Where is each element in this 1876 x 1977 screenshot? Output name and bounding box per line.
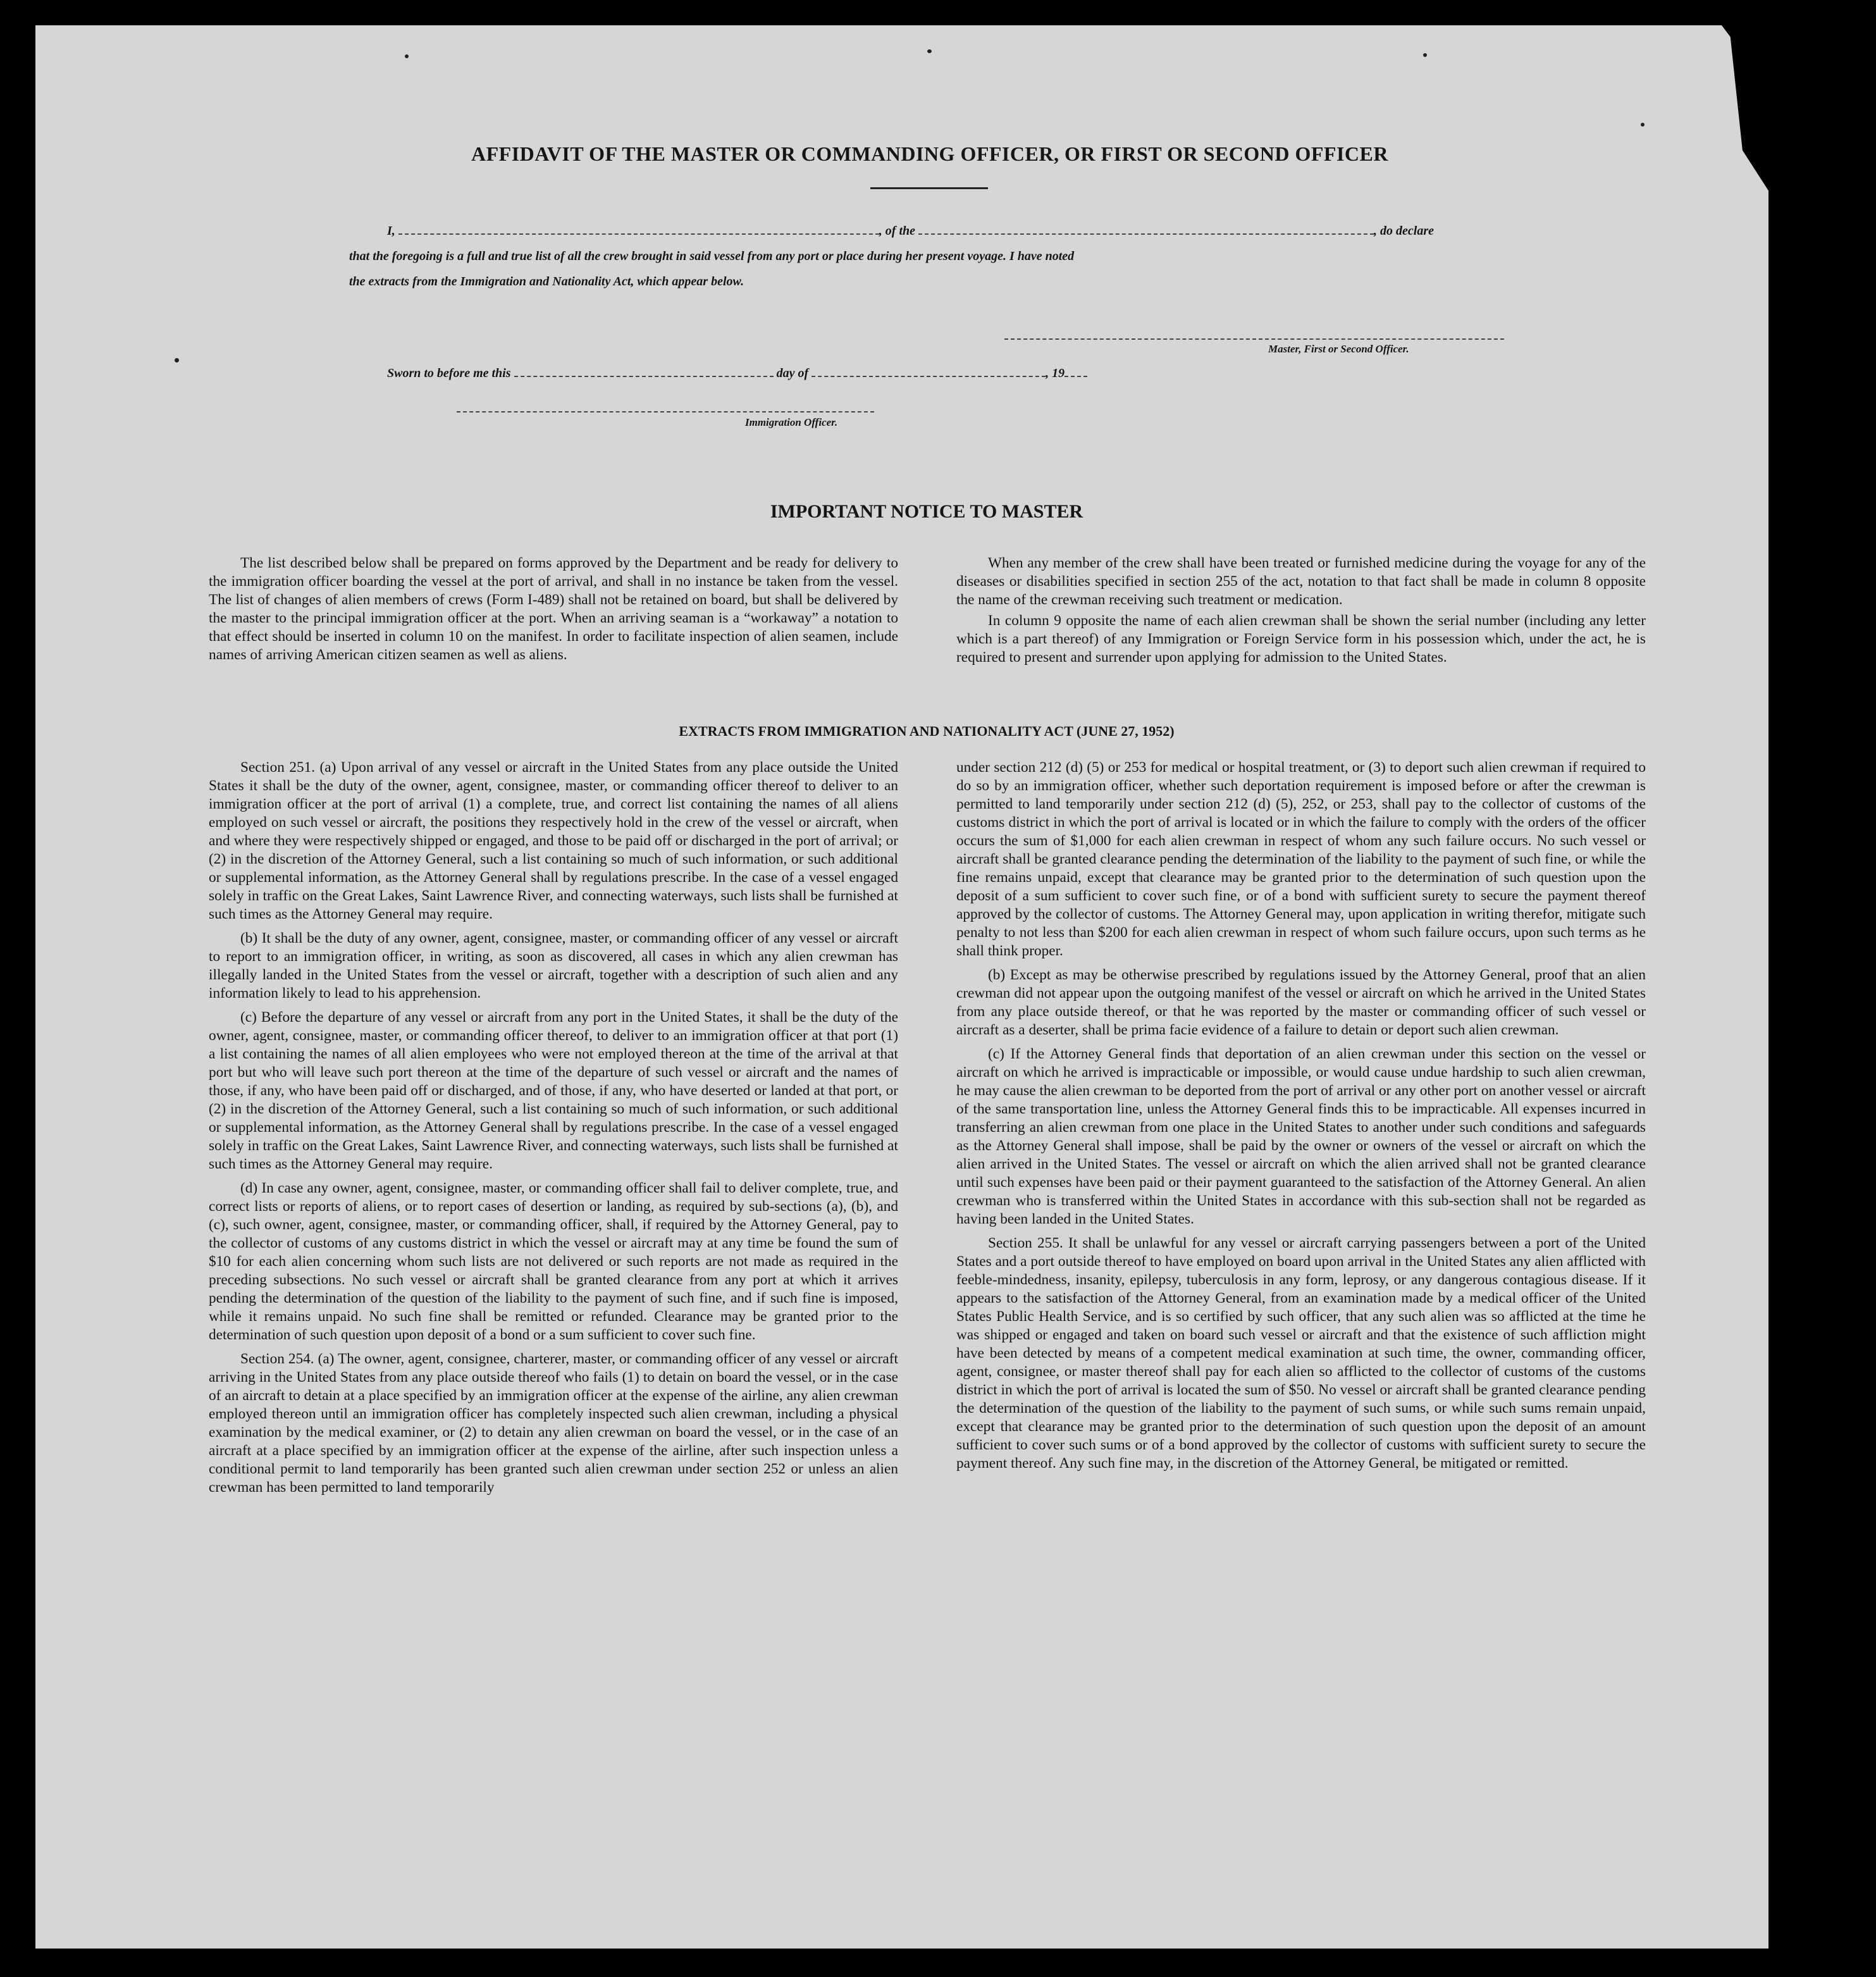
extracts-left-column: [209, 759, 898, 1503]
notice-left-column: [209, 554, 898, 670]
affidavit-declaration: [349, 218, 1507, 294]
scan-speck: [1423, 53, 1427, 57]
affidavit-title: AFFIDAVIT OF THE MASTER OR COMMANDING OFFICER, OR FIRST OR SECOND OFFICER: [471, 142, 1388, 165]
sworn-text: Sworn to before me this: [387, 366, 511, 380]
section-254-a-continued: under section 212 (d) (5) or 253 for medical or hospital treatment, or (3) to deport such alien crewman if required to do so by an immigration officer, whether such deportation requirement is imposed before or after the crewman is permitted to land temporarily under section 212 (d) (5), 252, or 253, shall pay to the collector of customs of the customs district in which the port of arrival is located or in which the failure to comply with the orders of the officer occurs the sum of $1,000 for each alien crewman in respect of whom any such failure occurs. No such vessel or aircraft shall be granted clearance pending the determination of the liability to the payment of such fine, or while the fine remains unpaid, except that clearance may be granted prior to the determination of such question upon the deposit of a sum sufficient to cover such fine, or of a bond with sufficient surety to secure the payment thereof approved by the collector of customs. The Attorney General may, upon application in writing therefor, mitigate such penalty to not less than $200 for each alien crewman in respect of whom such failure occurs, upon such terms as he shall think proper.: [956, 759, 1646, 959]
punch-hole: [1794, 598, 1824, 633]
section-251-a: Section 251. (a) Upon arrival of any vessel or aircraft in the United States from any place outside the United States it shall be the duty of the owner, agent, consignee, master, or commanding officer thereof to deliver to an immigration officer at the port of arrival (1) a complete, true, and correct list containing the names of all aliens employed on such vessel or aircraft, the positions they respectively hold in the crew of the vessel or aircraft, when and where they were respectively shipped or engaged, and those to be paid off or discharged in the port of arrival; or (2) in the discretion of the Attorney General, such a list containing so much of such information, or such additional or supplemental information, as the Attorney General shall by regulations prescribe. In the case of a vessel engaged solely in traffic on the Great Lakes, Saint Lawrence River, and connecting waterways, such lists shall be furnished at such times as the Attorney General may require.: [209, 759, 898, 922]
section-254-c: (c) If the Attorney General finds that deportation of an alien crewman under this section on the vessel or aircraft on which he arrived is impracticable or impossible, or would cause undue hardship to such alien crewman, he may cause the alien crewman to be deported from the port of arrival or any other port on another vessel or aircraft of the same transportation line, unless the Attorney General finds this to be impracticable. All expenses incurred in transferring an alien crewman from one place in the United States to another under such conditions and safeguards as the Attorney General shall impose, shall be paid by the owner or owners of the vessel or aircraft on which the alien arrived in the United States. The vessel or aircraft on which the alien arrived shall not be granted clearance until such expenses have been paid or their payment guaranteed to the satisfaction of the Attorney General. An alien crewman who is transferred within the United States in accordance with this sub-section shall not be regarded as having been landed in the United States.: [956, 1046, 1646, 1227]
affidavit-of-the-text: , of the: [879, 224, 916, 238]
punch-hole: [1799, 1264, 1829, 1299]
punch-hole: [1794, 1768, 1824, 1804]
scan-speck: [1641, 123, 1645, 127]
affidavit-line-3: the extracts from the Immigration and Nationality Act, which appear below.: [349, 275, 744, 288]
immigration-officer-signature-line[interactable]: [457, 411, 874, 412]
notice-paragraph: The list described below shall be prepared on forms approved by the Department and be ready for delivery to the immigration officer boarding the vessel at the port of arrival, and shall in no instance be taken from the vessel. The list of changes of alien members of crews (Form I-489) shall not be retained on board, but shall be delivered by the master to the principal immigration officer at the port. When an arriving seaman is a “workaway” a notation to that effect should be inserted in column 10 on the manifest. In order to facilitate inspection of alien seamen, include names of arriving American citizen seamen as well as aliens.: [209, 555, 898, 663]
notice-title: IMPORTANT NOTICE TO MASTER: [770, 501, 1083, 522]
punch-hole: [1801, 290, 1832, 325]
sworn-day-blank[interactable]: [514, 364, 774, 377]
sworn-month-blank[interactable]: [811, 364, 1046, 377]
scan-speck: [175, 358, 179, 363]
punch-hole: [1799, 1144, 1829, 1179]
scan-speck: [405, 54, 409, 58]
title-divider: [870, 187, 988, 189]
affidavit-line-2: that the foregoing is a full and true list of all the crew brought in said vessel from any port or place during her present voyage. I have noted: [349, 249, 1075, 263]
master-signature-label: Master, First or Second Officer.: [1268, 343, 1409, 355]
extracts-right-column: [956, 759, 1646, 1478]
extracts-title: EXTRACTS FROM IMMIGRATION AND NATIONALITY ACT (JUNE 27, 1952): [679, 723, 1175, 739]
sworn-year-blank[interactable]: [1065, 364, 1087, 377]
affidavit-declare-text: , do declare: [1374, 224, 1434, 238]
master-name-blank[interactable]: [398, 222, 879, 235]
section-255: Section 255. It shall be unlawful for any vessel or aircraft carrying passengers between a port of the United States and a port outside thereof to have employed on board upon arrival in the United States any alien afflicted with feeble-mindedness, insanity, epilepsy, tuberculosis in any form, leprosy, or any dangerous contagious disease. If it appears to the satisfaction of the Attorney General, from an examination made by a medical officer of the United States Public Health Service, and is so certified by such officer, that any such alien was so afflicted at the time he was shipped or engaged and taken on board such vessel or aircraft and that the existence of such affliction might have been detected by means of a competent medical examination at such time, the owner, commanding officer, agent, consignee, or master thereof shall pay for each alien so afflicted to the collector of customs of the customs district in which the port of arrival is located the sum of $50. No vessel or aircraft shall be granted clearance pending the determination of the question of the liability to the payment of such sums, or while such sums remain unpaid, except that clearance may be granted prior to the determination of such question upon the deposit of an amount sufficient to cover such sums or of a bond approved by the collector of customs with sufficient surety to secure the payment thereof. Any such fine may, in the discretion of the Attorney General, be mitigated or remitted.: [956, 1235, 1646, 1472]
vessel-name-blank[interactable]: [918, 222, 1374, 235]
sworn-line: [387, 361, 1273, 386]
section-251-c: (c) Before the departure of any vessel or aircraft from any port in the United States, it shall be the duty of the owner, agent, consignee, master, or commanding officer thereof, to deliver to an immigration officer at that port (1) a list containing the names of all alien employees who were not employed thereon at the time of the arrival at that port but who will leave such port thereon at the time of the departure of such vessel or aircraft and the names of those, if any, who have been paid off or discharged, and of those, if any, who have deserted or landed at that port, or (2) in the discretion of the Attorney General, such a list containing so much of such information, or such additional or supplemental information, as the Attorney General shall by regulations prescribe. In the case of a vessel engaged solely in traffic on the Great Lakes, Saint Lawrence River, and connecting waterways, such lists shall be furnished at such times as the Attorney General may require.: [209, 1009, 898, 1172]
master-signature-line[interactable]: [1004, 338, 1504, 340]
year-text: , 19: [1046, 366, 1065, 380]
scan-speck: [927, 49, 932, 53]
section-251-d: (d) In case any owner, agent, consignee, master, or commanding officer shall fail to deliver complete, true, and correct lists or reports of aliens, or to report cases of desertion or landing, as required by sub-sections (a), (b), and (c), such owner, agent, consignee, master, or commanding officer, shall, if required by the Attorney General, pay to the collector of customs of any customs district in which the vessel or aircraft may at any time be found the sum of $10 for each alien concerning whom such lists are not delivered or such reports are not made as required in the preceding subsections. No such vessel or aircraft shall be granted clearance from any port at which it arrives pending the determination of the question of the liability to the payment of such fine, and if such fine is imposed, while it remains unpaid. No such fine shall be remitted or refunded. Clearance may be granted prior to the determination of such question upon deposit of a bond or a sum sufficient to cover such fine.: [209, 1180, 898, 1343]
section-254-a: Section 254. (a) The owner, agent, consignee, charterer, master, or commanding officer of any vessel or aircraft arriving in the United States from any place outside thereof who fails (1) to detain on board the vessel, or in the case of an aircraft to detain at a place specified by an immigration officer at the expense of the airline, any alien crewman employed thereon until an immigration officer has completely inspected such alien crewman, including a physical examination by the medical examiner, or (2) to detain any alien crewman on board the vessel, or in the case of an aircraft at a place specified by an immigration officer at the expense of the airline, after such inspection unless a conditional permit to land temporarily has been granted such alien crewman under section 252 or unless an alien crewman has been permitted to land temporarily: [209, 1351, 898, 1496]
day-of-text: day of: [776, 366, 809, 380]
section-254-b: (b) Except as may be otherwise prescribed by regulations issued by the Attorney General, proof that an alien crewman did not appear upon the outgoing manifest of the vessel or aircraft on which he arrived in the United States from any place outside thereof, or that he was reported by the master or commanding officer of such vessel or aircraft as a deserter, shall be prima facie evidence of a failure to detain or deport such alien crewman.: [956, 967, 1646, 1038]
notice-paragraph: In column 9 opposite the name of each alien crewman shall be shown the serial number (including any letter which is a part thereof) of any Immigration or Foreign Service form in his possession which, under the act, he is required to present and surrender upon applying for admission to the United States.: [956, 612, 1646, 666]
section-251-b: (b) It shall be the duty of any owner, agent, consignee, master, or commanding officer of any vessel or aircraft to report to an immigration officer, in writing, as soon as discovered, all cases in which any alien crewman has illegally landed in the United States from the vessel or aircraft, together with a description of such alien and any information likely to lead to his apprehension.: [209, 930, 898, 1001]
punch-hole: [1794, 1667, 1824, 1702]
notice-right-column: [956, 554, 1646, 672]
affidavit-i-text: I,: [387, 224, 395, 238]
immigration-officer-label: Immigration Officer.: [745, 416, 838, 428]
punch-hole: [1794, 699, 1824, 734]
notice-paragraph: When any member of the crew shall have been treated or furnished medicine during the voyage for any of the diseases or disabilities specified in section 255 of the act, notation to that fact shall be made in column 8 opposite the name of the crewman receiving such treatment or medication.: [956, 555, 1646, 608]
